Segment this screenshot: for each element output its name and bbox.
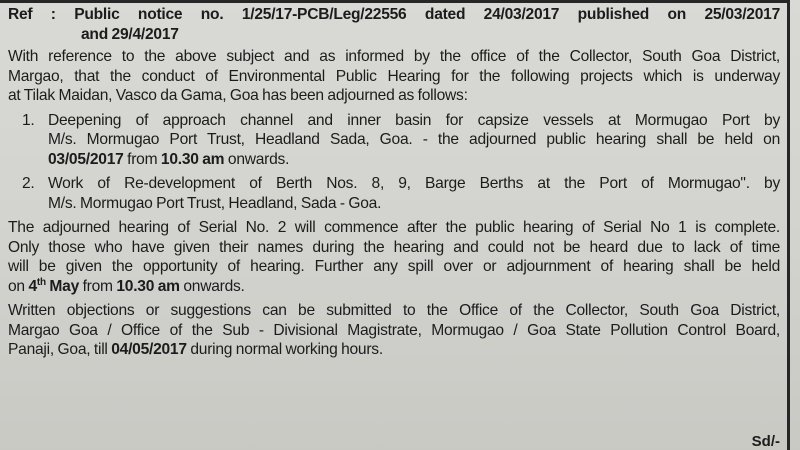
item-1-line-3: 03/05/2017 from 10.30 am onwards. <box>48 150 290 168</box>
hearing-note-line-2: will be given the opportunity of hearing. Further any spill over or adjournment of hearing shall be held <box>8 258 780 275</box>
item-number: 1. <box>22 111 35 129</box>
signature-mark: Sd/- <box>751 433 780 450</box>
intro-line-3: at Tilak Maidan, Vasco da Gama, Goa has been adjourned as follows: <box>8 87 468 104</box>
reference-heading <box>8 5 780 44</box>
item-1-line-1: Deepening of approach channel and inner basin for capsize vessels at Mormugao Port by <box>48 111 780 129</box>
list-item <box>8 111 780 170</box>
objections-line-3: Panaji, Goa, till 04/05/2017 during normal working hours. <box>8 341 383 358</box>
item-2-line-1: Work of Re-development of Berth Nos. 8, 9, Barge Berths at the Port of Mormugao". by <box>48 175 780 192</box>
serial-note: The adjourned hearing of Serial No. 2 will commence after the public hearing of Serial No 1 is complete. <box>8 219 780 236</box>
hearing-note-line-1: Only those who have given their names during the hearing and could not be heard due to lack of time <box>8 238 780 256</box>
objection-deadline: 04/05/2017 <box>111 341 187 358</box>
hearing-note-line-3: on 4th May from 10.30 am onwards. <box>8 276 245 295</box>
intro-paragraph <box>8 47 780 106</box>
adjourned-day: 4th May <box>28 276 79 295</box>
hearing-time: 10.30 am <box>160 150 225 168</box>
objections-line-1: Written objections or suggestions can be submitted to the Office of the Collector, South Goa District, <box>8 302 780 319</box>
hearing-date: 03/05/2017 <box>48 150 124 168</box>
objections-paragraph <box>8 301 780 360</box>
serial-note-paragraph <box>8 218 780 238</box>
intro-line-2: Margao, that the conduct of Environmental Public Hearing for the following projects which is underway <box>8 67 780 85</box>
public-notice <box>8 5 780 360</box>
ref-label: Ref : <box>8 6 56 23</box>
hearing-note-paragraph <box>8 238 780 297</box>
ref-line-2: and 29/4/2017 <box>81 25 179 43</box>
item-2-line-2: M/s. Mormugao Port Trust, Headland, Sada - Goa. <box>48 194 382 212</box>
item-number: 2. <box>22 175 35 192</box>
adjourned-time: 10.30 am <box>116 277 180 295</box>
list-item <box>8 174 780 213</box>
ref-line-1: Public notice no. 1/25/17-PCB/Leg/22556 dated 24/03/2017 published on 25/03/2017 <box>74 6 781 23</box>
item-1-line-2: M/s. Mormugao Port Trust, Headland Sada, Goa. - the adjourned public hearing shall be held on <box>48 131 780 148</box>
intro-line-1: With reference to the above subject and as informed by the office of the Collector, South Goa District, <box>8 48 780 65</box>
objections-line-2: Margao Goa / Office of the Sub - Divisional Magistrate, Mormugao / Goa State Pollution Control Board, <box>8 321 780 339</box>
